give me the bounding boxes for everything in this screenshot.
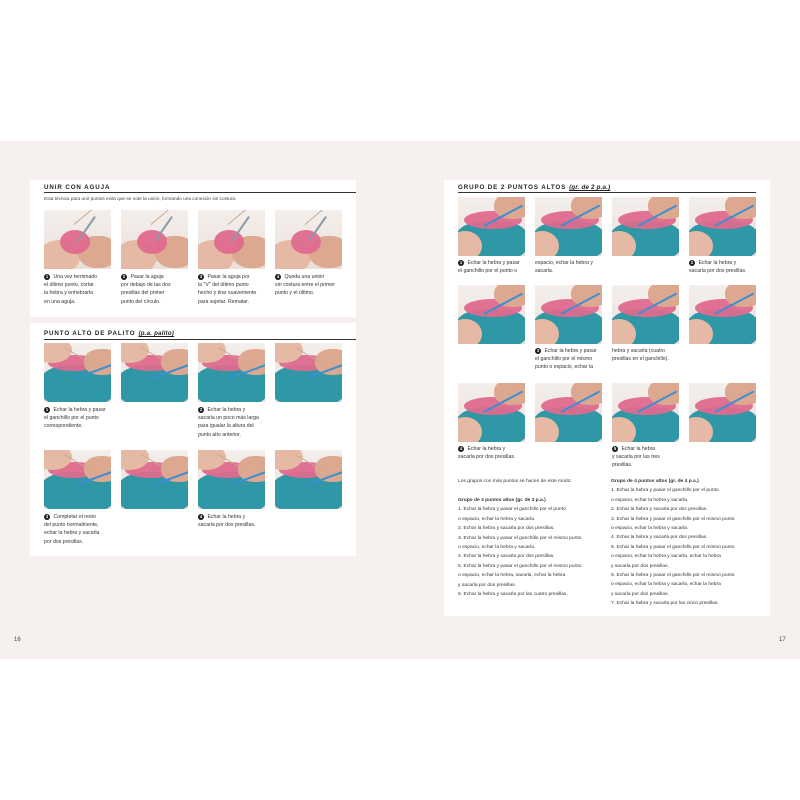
step-number-badge: 3 — [199, 274, 203, 279]
step-number-badge: 3 — [536, 348, 540, 353]
caption-line — [44, 298, 120, 306]
caption-line — [44, 513, 124, 521]
caption-text: la hebra y enhebrarla — [44, 290, 94, 297]
caption-text: Echar la hebra y pasar — [53, 407, 106, 413]
caption-text: Una vez terminado — [53, 274, 97, 280]
grupo-photo-row1-2 — [535, 197, 602, 256]
caption-text: Echar la hebra y — [207, 514, 246, 520]
step-number-badge: 1 — [459, 260, 463, 265]
palito-photo-row1-2 — [121, 343, 188, 402]
g4-steps — [611, 486, 734, 608]
g3-heading: Grupo de 3 puntos altos (gr. de 3 p.a.) — [458, 498, 546, 503]
grupo-photo-row3-2 — [535, 383, 602, 442]
grupo-abbr: (gr. de 2 p.a.) — [569, 184, 611, 191]
list-item: 2. Echar la hebra y sacarla por dos presillas. — [458, 526, 555, 532]
list-item: 1. Echar la hebra y pasar el ganchillo por el punto — [611, 488, 719, 494]
yarn-pink-shape — [214, 230, 244, 254]
caption-text: Echar la hebra y — [207, 407, 246, 413]
caption-line — [689, 259, 767, 267]
caption-line — [275, 281, 351, 289]
unir-photo-4 — [275, 210, 342, 269]
caption-text: para igualar la altura del — [198, 423, 254, 430]
grupo-photo-row3-4 — [689, 383, 756, 442]
list-item: 4. Echar la hebra y sacarla por dos presillas. — [611, 535, 708, 541]
page-number-left: 16 — [14, 637, 21, 643]
grupo-title — [458, 184, 610, 191]
list-item: y sacarla por dos presillas. — [611, 563, 669, 569]
caption-text: Echar la hebra y — [698, 260, 737, 266]
caption-text: sacarla por dos presillas. — [689, 268, 747, 275]
caption-line — [535, 267, 613, 275]
caption-line — [275, 273, 351, 281]
caption-line — [121, 289, 197, 297]
caption-line — [612, 461, 690, 469]
list-item: 6. Echar la hebra y sacarla por las cuatro presillas. — [458, 592, 568, 598]
caption-text: correspondiente. — [44, 423, 83, 430]
step-number-badge: 4 — [459, 446, 463, 451]
caption-line — [198, 298, 274, 306]
grupo-title-text: GRUPO DE 2 PUNTOS ALTOS — [458, 184, 567, 191]
caption-line — [198, 281, 274, 289]
unir-caption-1 — [44, 273, 120, 306]
yarn-pink-shape — [137, 230, 167, 254]
caption-line — [198, 521, 278, 529]
caption-line — [535, 363, 613, 371]
caption-line — [44, 414, 124, 422]
g3-block — [458, 496, 581, 599]
caption-line — [612, 445, 690, 453]
grupo-caption-row2-2 — [535, 347, 613, 372]
caption-line — [535, 347, 613, 355]
grupo-photo-row1-3 — [612, 197, 679, 256]
grupo-photo-row2-3 — [612, 285, 679, 344]
palito-photo-row1-4 — [275, 343, 342, 402]
caption-text: echar la hebra y sacarla — [44, 530, 100, 537]
caption-line — [612, 347, 690, 355]
caption-text: presillas en el ganchillo). — [612, 356, 669, 363]
step-number-badge: 4 — [199, 514, 203, 519]
caption-line — [458, 259, 536, 267]
caption-text: por debajo de las dos — [121, 282, 171, 289]
caption-text: la "V" del último punto — [198, 282, 249, 289]
caption-text: punto o espacio, echar la — [535, 364, 593, 371]
unir-rule — [44, 192, 356, 193]
yarn-pink-shape — [60, 230, 90, 254]
caption-line — [198, 406, 278, 414]
list-item: o espacio, echar la hebra y sacarla, echar la hebra — [611, 554, 721, 560]
palito-rule — [44, 339, 356, 340]
caption-line — [535, 259, 613, 267]
strand-shape — [74, 210, 101, 225]
unir-photo-3 — [198, 210, 265, 269]
caption-text: Pasar la aguja por — [207, 274, 250, 280]
caption-line — [44, 289, 120, 297]
caption-line — [121, 281, 197, 289]
caption-line — [198, 289, 274, 297]
step-number-badge: 1 — [45, 274, 49, 279]
step-number-badge: 2 — [122, 274, 126, 279]
caption-line — [458, 445, 536, 453]
caption-text: Echar la hebra y pasar — [544, 348, 597, 354]
caption-line — [44, 538, 124, 546]
unir-caption-4 — [275, 273, 351, 298]
caption-text: por dos presillas. — [44, 538, 84, 545]
list-item: 6. Echar la hebra y pasar el ganchillo por el mismo punto — [611, 573, 735, 579]
grupo-caption-row1-1 — [458, 259, 536, 275]
caption-line — [44, 521, 124, 529]
caption-line — [275, 289, 351, 297]
unir-title: UNIR CON AGUJA — [44, 184, 111, 191]
grupo-photo-row2-1 — [458, 285, 525, 344]
caption-line — [121, 273, 197, 281]
list-item: o espacio, echar la hebra y sacarla, echar la hebra — [611, 582, 721, 588]
grupo-caption-row2-3 — [612, 347, 690, 363]
caption-text: del punto normalmente, — [44, 522, 99, 529]
palito-abbr: (p.a. palito) — [138, 330, 175, 337]
grupo-photo-row3-1 — [458, 383, 525, 442]
grupo-photo-row2-2 — [535, 285, 602, 344]
list-item: o espacio, echar la hebra y sacarla. — [611, 526, 689, 532]
caption-line — [612, 453, 690, 461]
unir-caption-3 — [198, 273, 274, 306]
step-number-badge: 3 — [45, 514, 49, 519]
palito-photo-row1-1 — [44, 343, 111, 402]
caption-text: sacarla. — [535, 268, 554, 275]
caption-line — [198, 431, 278, 439]
caption-text: punto del círculo. — [121, 298, 161, 305]
caption-text: en una aguja. — [44, 298, 76, 305]
strand-shape — [151, 210, 178, 225]
palito-photo-row1-3 — [198, 343, 265, 402]
caption-text: presillas del primer — [121, 290, 165, 297]
caption-text: punto alto anterior. — [198, 431, 241, 438]
strand-shape — [305, 210, 332, 225]
caption-text: sacarla por dos presillas. — [458, 454, 516, 461]
step-number-badge: 2 — [199, 407, 203, 412]
strand-shape — [228, 210, 255, 225]
caption-line — [198, 273, 274, 281]
palito-photo-row2-3 — [198, 450, 265, 509]
caption-text: hebra y sacarla (cuatro — [612, 348, 666, 354]
caption-text: el ganchillo por el mismo — [535, 356, 593, 363]
caption-text: hecho y tirar suavemente — [198, 290, 257, 297]
caption-text: el último punto, cortar — [44, 282, 94, 289]
list-item: o espacio, echar la hebra, sacarla, echar la hebra — [458, 573, 566, 579]
step-number-badge: 4 — [276, 274, 280, 279]
caption-line — [44, 529, 124, 537]
caption-line — [198, 513, 278, 521]
caption-line — [612, 355, 690, 363]
unir-photo-1 — [44, 210, 111, 269]
palito-photo-row2-1 — [44, 450, 111, 509]
step-number-badge: 5 — [613, 446, 617, 451]
caption-text: Completar el resto — [53, 514, 96, 520]
unir-caption-2 — [121, 273, 197, 306]
grupo-photo-row1-4 — [689, 197, 756, 256]
palito-photo-row2-4 — [275, 450, 342, 509]
g3-steps — [458, 505, 581, 599]
caption-line — [44, 406, 124, 414]
list-item: y sacarla por dos presillas. — [458, 582, 516, 588]
list-item: o espacio, echar la hebra y sacarla. — [458, 516, 536, 522]
list-item: 5. Echar la hebra y pasar el ganchillo por el mismo punto — [611, 544, 735, 550]
caption-text: para sujetar. Rematar. — [198, 298, 250, 305]
grupo-note: Los grupos con más puntos se hacen de este modo: — [458, 479, 572, 484]
palito-title-text: PUNTO ALTO DE PALITO — [44, 330, 136, 337]
caption-text: sacarla un poco más larga — [198, 415, 259, 422]
caption-text: espacio, echar la hebra y — [535, 260, 593, 266]
list-item: o espacio, echar la hebra y sacarla. — [611, 497, 689, 503]
list-item: 4. Echar la hebra y sacarla por dos presillas. — [458, 554, 555, 560]
list-item: 3. Echar la hebra y pasar el ganchillo por el mismo punto — [458, 535, 582, 541]
caption-text: sacarla por dos presillas. — [198, 522, 256, 529]
grupo-caption-row3-3 — [612, 445, 690, 470]
caption-text: el ganchillo por el punto o — [458, 268, 518, 275]
list-item: 2. Echar la hebra y sacarla por dos presillas. — [611, 507, 708, 513]
caption-line — [458, 453, 536, 461]
palito-caption-4 — [198, 513, 278, 529]
grupo-rule — [458, 192, 756, 193]
caption-text: presillas. — [612, 462, 633, 469]
palito-caption-2 — [198, 406, 278, 439]
step-number-badge: 2 — [690, 260, 694, 265]
caption-text: Echar la hebra — [621, 446, 656, 452]
grupo-caption-row3-1 — [458, 445, 536, 461]
caption-text: Echar la hebra y pasar — [467, 260, 520, 266]
list-item: 5. Echar la hebra y pasar el ganchillo por el mismo punto — [458, 563, 582, 569]
caption-text: punto y el último. — [275, 290, 315, 297]
palito-title — [44, 330, 174, 337]
caption-text: Pasar la aguja — [130, 274, 164, 280]
caption-text: sin costura entre el primer — [275, 282, 335, 289]
grupo-photo-row2-4 — [689, 285, 756, 344]
caption-line — [198, 414, 278, 422]
caption-text: y sacarla por las tres — [612, 454, 660, 461]
caption-line — [44, 281, 120, 289]
list-item: 1. Echar la hebra y pasar el ganchillo por el punto — [458, 507, 566, 513]
g4-heading: Grupo de 4 puntos altos (gr. de 4 p.a.) — [611, 479, 699, 484]
caption-text: Queda una unión — [284, 274, 325, 280]
caption-line — [198, 422, 278, 430]
palito-caption-1 — [44, 406, 124, 431]
caption-text: Echar la hebra y — [467, 446, 506, 452]
grupo-caption-row1-4 — [689, 259, 767, 275]
step-number-badge: 1 — [45, 407, 49, 412]
list-item: 3. Echar la hebra y pasar el ganchillo por el mismo punto — [611, 516, 735, 522]
g4-block — [611, 477, 734, 609]
caption-text: el ganchillo por el punto — [44, 415, 99, 422]
grupo-photo-row3-3 — [612, 383, 679, 442]
caption-line — [44, 273, 120, 281]
caption-line — [458, 267, 536, 275]
list-item: y sacarla por dos presillas. — [611, 591, 669, 597]
list-item: o espacio, echar la hebra y sacarla. — [458, 545, 536, 551]
grupo-caption-row1-2 — [535, 259, 613, 275]
palito-photo-row2-2 — [121, 450, 188, 509]
list-item: 7. Echar la hebra y sacarla por las cinco presillas. — [611, 601, 719, 607]
caption-line — [689, 267, 767, 275]
caption-line — [121, 298, 197, 306]
caption-line — [535, 355, 613, 363]
grupo-photo-row1-1 — [458, 197, 525, 256]
palito-caption-3 — [44, 513, 124, 546]
yarn-pink-shape — [291, 230, 321, 254]
unir-photo-2 — [121, 210, 188, 269]
unir-intro: Esta técnica para unir puntos evita que se note la unión, formando una conexión sin costura. — [44, 196, 237, 201]
page-number-right: 17 — [779, 637, 786, 643]
caption-line — [44, 422, 124, 430]
